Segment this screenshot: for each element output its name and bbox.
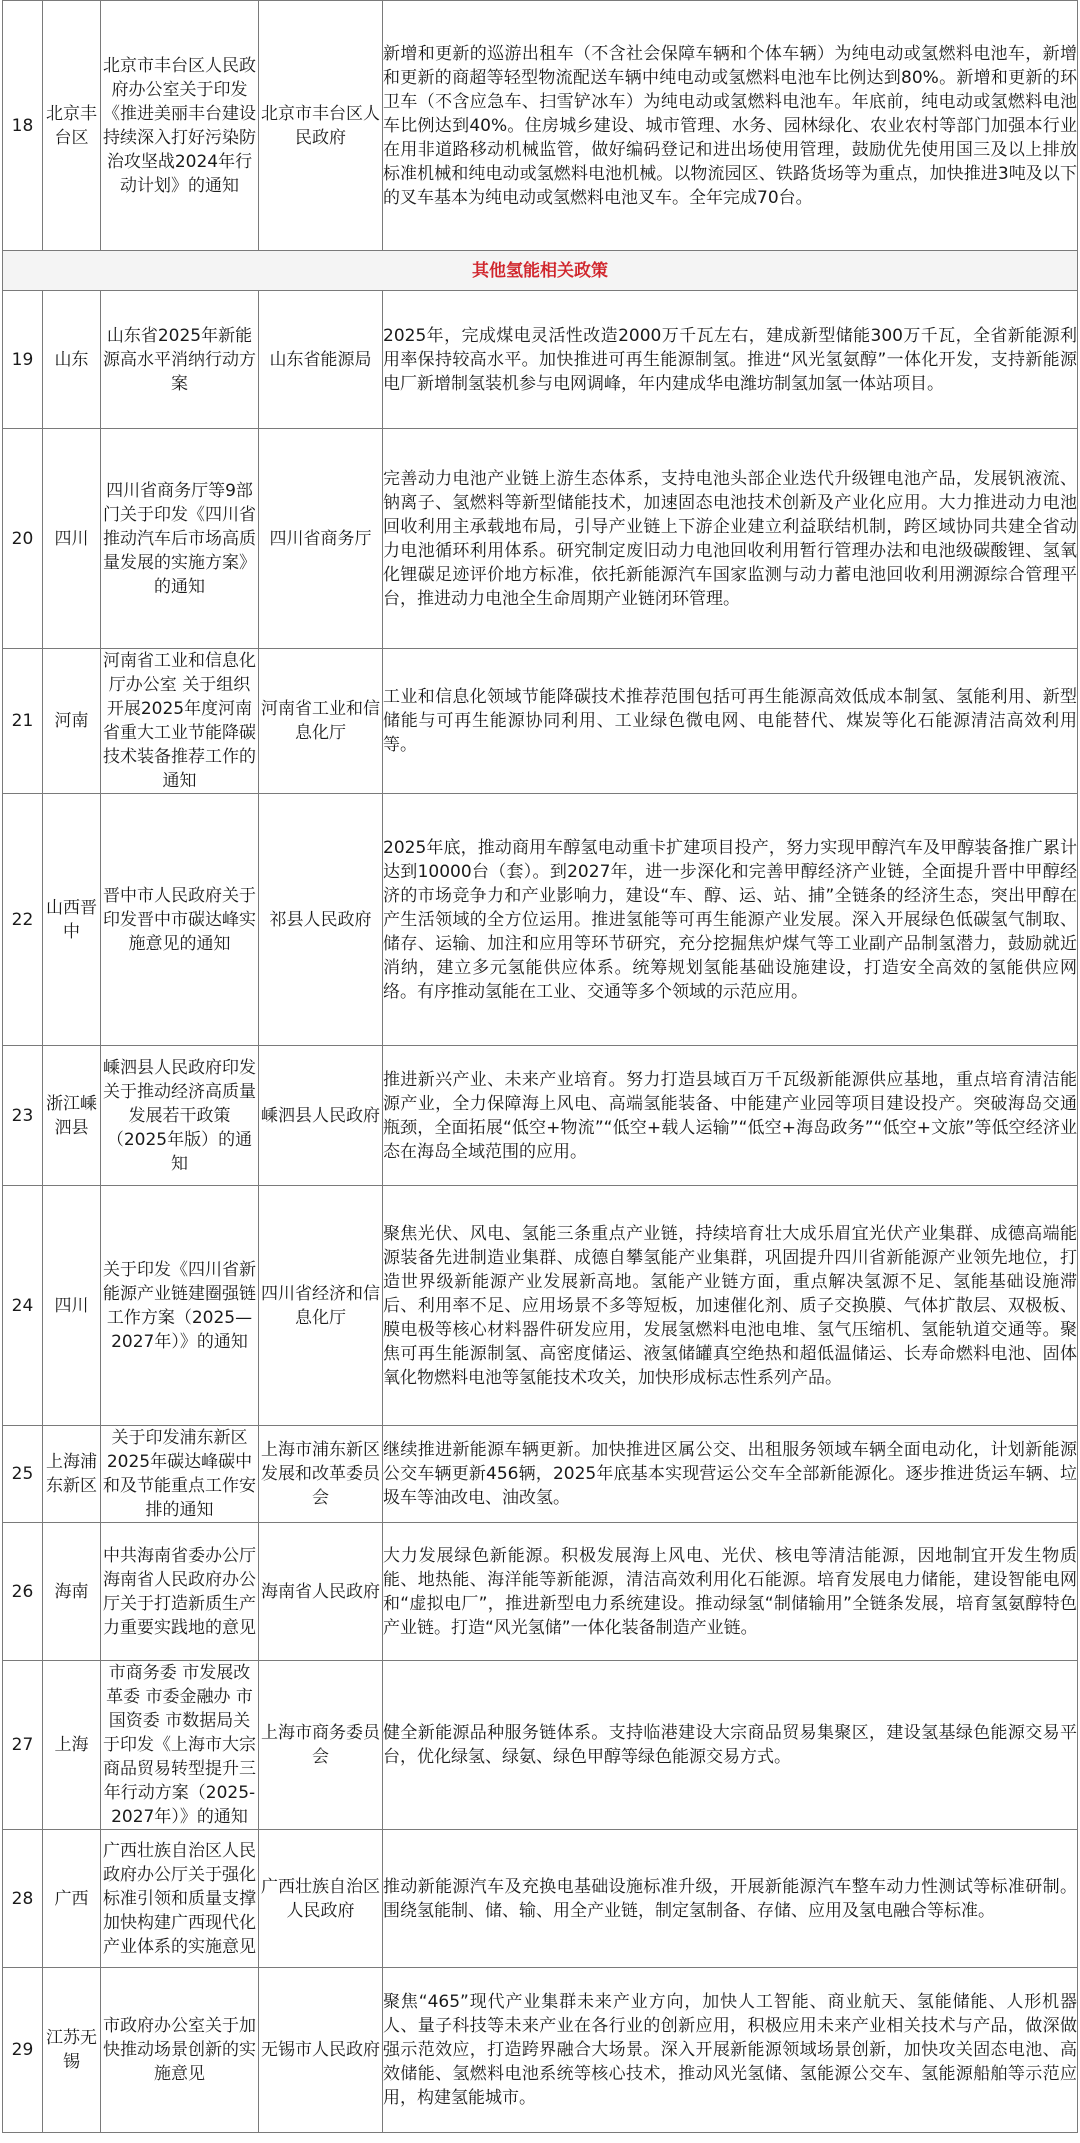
policy-title-cell: 市商务委 市发展改革委 市委金融办 市国资委 市数据局关于印发《上海市大宗商品贸易转型提升三年行动方案（2025-2027年）》的通知 bbox=[101, 1661, 259, 1830]
policy-title-cell: 北京市丰台区人民政府办公室关于印发《推进美丽丰台建设 持续深入打好污染防治攻坚战2024年行动计划》的通知 bbox=[101, 1, 259, 251]
policy-title-cell: 关于印发浦东新区2025年碳达峰碳中和及节能重点工作安排的通知 bbox=[101, 1426, 259, 1523]
row-number: 19 bbox=[3, 291, 43, 429]
issuer-cell: 上海市商务委员会 bbox=[259, 1661, 383, 1830]
table-row bbox=[3, 1, 1078, 251]
table-row bbox=[3, 1830, 1078, 1968]
table-row bbox=[3, 1186, 1078, 1426]
policy-title-cell: 山东省2025年新能源高水平消纳行动方案 bbox=[101, 291, 259, 429]
policy-content-cell: 推动新能源汽车及充换电基础设施标准升级，开展新能源汽车整车动力性测试等标准研制。围绕氢能制、储、输、用全产业链，制定氢制备、存储、应用及氢电融合等标准。 bbox=[383, 1830, 1078, 1968]
issuer-cell: 海南省人民政府 bbox=[259, 1523, 383, 1661]
table-row bbox=[3, 794, 1078, 1046]
policy-title-cell: 中共海南省委办公厅 海南省人民政府办公厅关于打造新质生产力重要实践地的意见 bbox=[101, 1523, 259, 1661]
table-row bbox=[3, 1523, 1078, 1661]
row-number: 25 bbox=[3, 1426, 43, 1523]
row-number: 22 bbox=[3, 794, 43, 1046]
table-row bbox=[3, 291, 1078, 429]
section-header-row bbox=[3, 251, 1078, 291]
issuer-cell: 四川省商务厅 bbox=[259, 429, 383, 649]
row-number: 20 bbox=[3, 429, 43, 649]
policy-content-cell: 工业和信息化领域节能降碳技术推荐范围包括可再生能源高效低成本制氢、氢能利用、新型储能与可再生能源协同利用、工业绿色微电网、电能替代、煤炭等化石能源清洁高效利用等。 bbox=[383, 649, 1078, 794]
issuer-cell: 山东省能源局 bbox=[259, 291, 383, 429]
row-number: 26 bbox=[3, 1523, 43, 1661]
policy-content-cell: 健全新能源品种服务链体系。支持临港建设大宗商品贸易集聚区，建设氢基绿色能源交易平台，优化绿氢、绿氨、绿色甲醇等绿色能源交易方式。 bbox=[383, 1661, 1078, 1830]
policy-content-cell: 大力发展绿色新能源。积极发展海上风电、光伏、核电等清洁能源，因地制宜开发生物质能、地热能、海洋能等新能源，清洁高效利用化石能源。培育发展电力储能，建设智能电网和“虚拟电厂”，推进新型电力系统建设。推动绿氢“制储输用”全链条发展，培育氢氨醇特色产业链。打造“风光氢储”一体化装备制造产业链。 bbox=[383, 1523, 1078, 1661]
row-number: 23 bbox=[3, 1046, 43, 1186]
region-cell: 山西晋中 bbox=[43, 794, 101, 1046]
section-heading: 其他氢能相关政策 bbox=[3, 251, 1078, 291]
row-number: 29 bbox=[3, 1968, 43, 2133]
table-row bbox=[3, 1968, 1078, 2133]
region-cell: 四川 bbox=[43, 429, 101, 649]
region-cell: 江苏无锡 bbox=[43, 1968, 101, 2133]
region-cell: 四川 bbox=[43, 1186, 101, 1426]
region-cell: 北京丰台区 bbox=[43, 1, 101, 251]
policy-content-cell: 2025年底，推动商用车醇氢电动重卡扩建项目投产，努力实现甲醇汽车及甲醇装备推广累计达到10000台（套）。到2027年，进一步深化和完善甲醇经济产业链，全面提升晋中甲醇经济的市场竞争力和产业影响力，建设“车、醇、运、站、捕”全链条的经济生态，突出甲醇在产生活领域的全方位运用。推进氢能等可再生能源产业发展。深入开展绿色低碳氢气制取、储存、运输、加注和应用等环节研究，充分挖掘焦炉煤气等工业副产品制氢潜力，鼓励就近消纳，建立多元氢能供应体系。统筹规划氢能基础设施建设，打造安全高效的氢能供应网络。有序推动氢能在工业、交通等多个领域的示范应用。 bbox=[383, 794, 1078, 1046]
policy-content-cell: 推进新兴产业、未来产业培育。努力打造县域百万千瓦级新能源供应基地，重点培育清洁能源产业，全力保障海上风电、高端氢能装备、中能建产业园等项目建设投产。突破海岛交通瓶颈，全面拓展“低空+物流”“低空+载人运输”“低空+海岛政务”“低空+文旅”等低空经济业态在海岛全域范围的应用。 bbox=[383, 1046, 1078, 1186]
row-number: 21 bbox=[3, 649, 43, 794]
region-cell: 海南 bbox=[43, 1523, 101, 1661]
issuer-cell: 广西壮族自治区人民政府 bbox=[259, 1830, 383, 1968]
policy-content-cell: 2025年，完成煤电灵活性改造2000万千瓦左右，建成新型储能300万千瓦，全省新能源利用率保持较高水平。加快推进可再生能源制氢。推进“风光氢氨醇”一体化开发，支持新能源电厂新增制氢装机参与电网调峰，年内建成华电潍坊制氢加氢一体站项目。 bbox=[383, 291, 1078, 429]
policy-table-body bbox=[3, 1, 1078, 2133]
row-number: 24 bbox=[3, 1186, 43, 1426]
policy-title-cell: 关于印发《四川省新能源产业链建圈强链工作方案（2025—2027年）》的通知 bbox=[101, 1186, 259, 1426]
policy-content-cell: 聚焦光伏、风电、氢能三条重点产业链，持续培育壮大成乐眉宜光伏产业集群、成德高端能源装备先进制造业集群、成德自攀氢能产业集群，巩固提升四川省新能源产业领先地位，打造世界级新能源产业发展新高地。氢能产业链方面，重点解决氢源不足、氢能基础设施滞后、利用率不足、应用场景不多等短板，加速催化剂、质子交换膜、气体扩散层、双极板、膜电极等核心材料器件研发应用，发展氢燃料电池电堆、氢气压缩机、氢能轨道交通等。聚焦可再生能源制氢、高密度储运、液氢储罐真空绝热和超低温储运、长寿命燃料电池、固体氧化物燃料电池等氢能技术攻关，加快形成标志性系列产品。 bbox=[383, 1186, 1078, 1426]
policy-content-cell: 继续推进新能源车辆更新。加快推进区属公交、出租服务领域车辆全面电动化，计划新能源公交车辆更新456辆，2025年底基本实现营运公交车全部新能源化。逐步推进货运车辆、垃圾车等油改电、油改氢。 bbox=[383, 1426, 1078, 1523]
row-number: 28 bbox=[3, 1830, 43, 1968]
issuer-cell: 河南省工业和信息化厅 bbox=[259, 649, 383, 794]
table-row bbox=[3, 1661, 1078, 1830]
table-row bbox=[3, 1046, 1078, 1186]
region-cell: 浙江嵊泗县 bbox=[43, 1046, 101, 1186]
region-cell: 上海 bbox=[43, 1661, 101, 1830]
policy-title-cell: 广西壮族自治区人民政府办公厅关于强化标准引领和质量支撑加快构建广西现代化产业体系的实施意见 bbox=[101, 1830, 259, 1968]
policy-content-cell: 完善动力电池产业链上游生态体系，支持电池头部企业迭代升级锂电池产品，发展钒液流、钠离子、氢燃料等新型储能技术，加速固态电池技术创新及产业化应用。大力推进动力电池回收利用主承载地布局，引导产业链上下游企业建立利益联结机制，跨区域协同共建全省动力电池循环利用体系。研究制定废旧动力电池回收利用暂行管理办法和电池级碳酸锂、氢氧化锂碳足迹评价地方标准，依托新能源汽车国家监测与动力蓄电池回收利用溯源综合管理平台，推进动力电池全生命周期产业链闭环管理。 bbox=[383, 429, 1078, 649]
region-cell: 广西 bbox=[43, 1830, 101, 1968]
issuer-cell: 无锡市人民政府 bbox=[259, 1968, 383, 2133]
issuer-cell: 四川省经济和信息化厅 bbox=[259, 1186, 383, 1426]
table-row bbox=[3, 1426, 1078, 1523]
region-cell: 河南 bbox=[43, 649, 101, 794]
policy-title-cell: 四川省商务厅等9部门关于印发《四川省推动汽车后市场高质量发展的实施方案》的通知 bbox=[101, 429, 259, 649]
issuer-cell: 北京市丰台区人民政府 bbox=[259, 1, 383, 251]
policy-title-cell: 嵊泗县人民政府印发关于推动经济高质量发展若干政策（2025年版）的通知 bbox=[101, 1046, 259, 1186]
policy-content-cell: 新增和更新的巡游出租车（不含社会保障车辆和个体车辆）为纯电动或氢燃料电池车，新增和更新的商超等轻型物流配送车辆中纯电动或氢燃料电池车比例达到80%。新增和更新的环卫车（不含应急车、扫雪铲冰车）为纯电动或氢燃料电池车。年底前，纯电动或氢燃料电池车比例达到40%。住房城乡建设、城市管理、水务、园林绿化、农业农村等部门加强本行业在用非道路移动机械监管，做好编码登记和进出场使用管理，鼓励优先使用国三及以上排放标准机械和纯电动或氢燃料电池机械。以物流园区、铁路货场等为重点，加快推进3吨及以下的叉车基本为纯电动或氢燃料电池叉车。全年完成70台。 bbox=[383, 1, 1078, 251]
region-cell: 上海浦东新区 bbox=[43, 1426, 101, 1523]
policy-title-cell: 市政府办公室关于加快推动场景创新的实施意见 bbox=[101, 1968, 259, 2133]
policy-table bbox=[2, 0, 1078, 2133]
row-number: 18 bbox=[3, 1, 43, 251]
issuer-cell: 嵊泗县人民政府 bbox=[259, 1046, 383, 1186]
policy-title-cell: 晋中市人民政府关于印发晋中市碳达峰实施意见的通知 bbox=[101, 794, 259, 1046]
table-row bbox=[3, 429, 1078, 649]
table-row bbox=[3, 649, 1078, 794]
region-cell: 山东 bbox=[43, 291, 101, 429]
issuer-cell: 上海市浦东新区发展和改革委员会 bbox=[259, 1426, 383, 1523]
issuer-cell: 祁县人民政府 bbox=[259, 794, 383, 1046]
policy-content-cell: 聚焦“465”现代产业集群未来产业方向，加快人工智能、商业航天、氢能储能、人形机器人、量子科技等未来产业在各行业的创新应用，积极应用未来产业相关技术与产品，做深做强示范效应，打造跨界融合大场景。深入开展新能源领域场景创新，加快攻关固态电池、高效储能、氢燃料电池系统等核心技术，推动风光氢储、氢能源公交车、氢能源船舶等示范应用，构建氢能城市。 bbox=[383, 1968, 1078, 2133]
policy-title-cell: 河南省工业和信息化厅办公室 关于组织开展2025年度河南省重大工业节能降碳技术装备推荐工作的通知 bbox=[101, 649, 259, 794]
row-number: 27 bbox=[3, 1661, 43, 1830]
